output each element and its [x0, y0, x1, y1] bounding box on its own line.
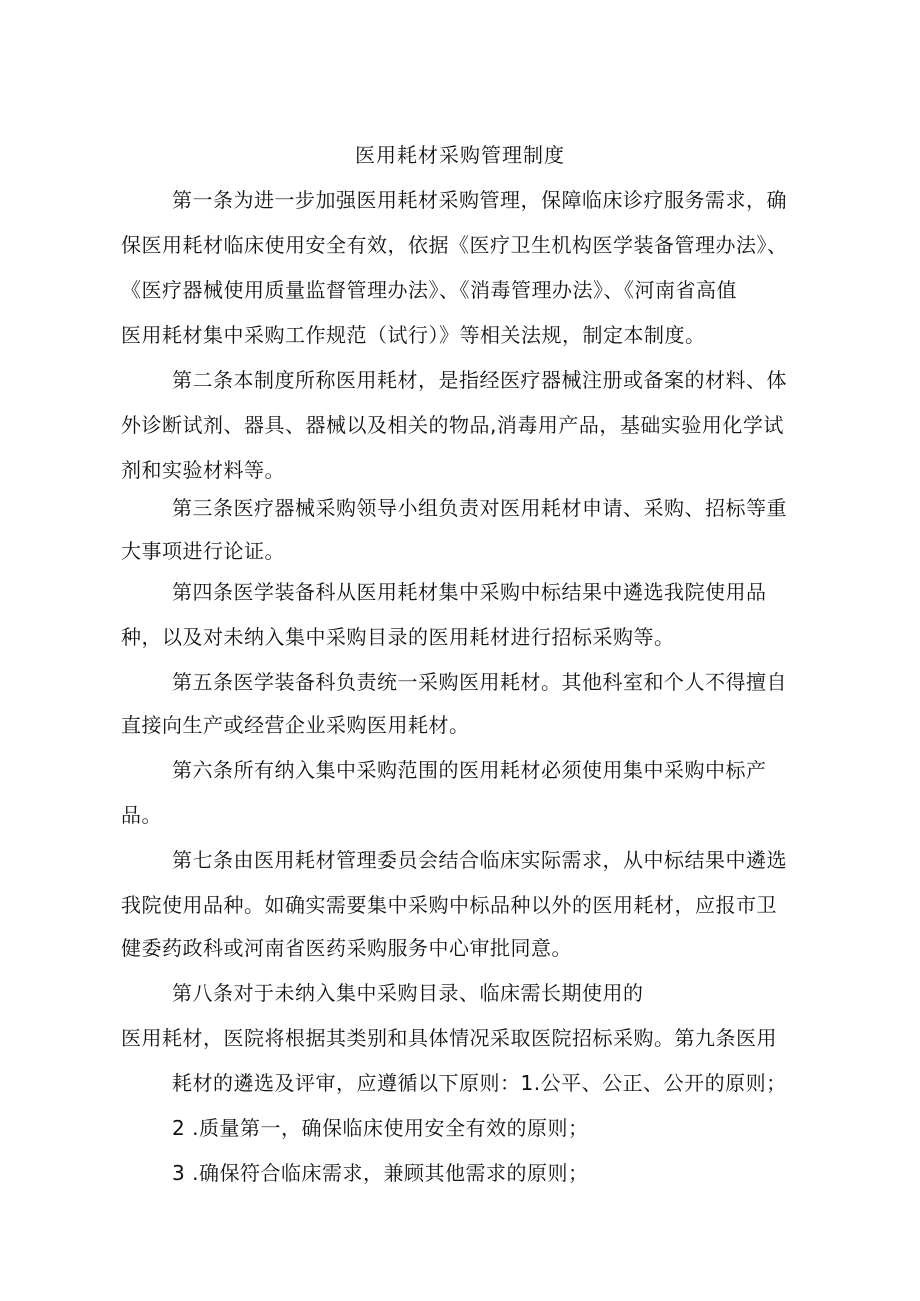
article-1-line-3: 《医疗器械使用质量监督管理办法》、《消毒管理办法》、《河南省高值: [121, 278, 737, 302]
article-8-line-2: 医用耗材，医院将根据其类别和具体情况采取医院招标采购。第九条医用: [121, 1026, 777, 1050]
article-4-line-1: 第四条医学装备科从医用耗材集中采购中标结果中遴选我院使用品: [172, 580, 767, 604]
article-9-item-3: 3 .确保符合临床需求，兼顾其他需求的原则；: [172, 1161, 589, 1185]
article-6-line-2: 品。: [121, 803, 162, 827]
article-2-line-1: 第二条本制度所称医用耗材，是指经医疗器械注册或备案的材料、体: [172, 368, 787, 392]
article-3-line-2: 大事项进行论证。: [121, 539, 285, 563]
article-5-line-1: 第五条医学装备科负责统一采购医用耗材。其他科室和个人不得擅自: [172, 670, 787, 694]
article-2-line-2: 外诊断试剂、器具、器械以及相关的物品,消毒用产品，基础实验用化学试: [121, 413, 784, 437]
article-7-line-2: 我院使用品种。如确实需要集中采购中标品种以外的医用耗材，应报市卫: [121, 893, 777, 917]
article-2-line-3: 剂和实验材料等。: [121, 458, 285, 482]
article-4-line-2: 种，以及对未纳入集中采购目录的医用耗材进行招标采购等。: [121, 625, 675, 649]
article-1-line-4: 医用耗材集中采购工作规范（试行）》等相关法规，制定本制度。: [121, 323, 706, 347]
article-3-line-1: 第三条医疗器械采购领导小组负责对医用耗材申请、采购、招标等重: [172, 496, 787, 520]
article-8-line-1: 第八条对于未纳入集中采购目录、临床需长期使用的: [172, 981, 644, 1005]
article-6-line-1: 第六条所有纳入集中采购范围的医用耗材必须使用集中采购中标产: [172, 758, 767, 782]
article-5-line-2: 直接向生产或经营企业采购医用耗材。: [121, 713, 470, 737]
article-1-line-1: 第一条为进一步加强医用耗材采购管理，保障临床诊疗服务需求，确: [172, 188, 787, 212]
article-1-line-2: 保医用耗材临床使用安全有效，依据《医疗卫生机构医学装备管理办法》、: [121, 233, 788, 257]
document-title: 医用耗材采购管理制度: [355, 143, 565, 167]
article-7-line-3: 健委药政科或河南省医药采购服务中心审批同意。: [121, 936, 572, 960]
article-9-line-1: 耗材的遴选及评审，应遵循以下原则：1.公平、公正、公开的原则；: [172, 1071, 787, 1095]
article-9-item-2: 2 .质量第一，确保临床使用安全有效的原则；: [172, 1116, 589, 1140]
article-7-line-1: 第七条由医用耗材管理委员会结合临床实际需求，从中标结果中遴选: [172, 848, 787, 872]
